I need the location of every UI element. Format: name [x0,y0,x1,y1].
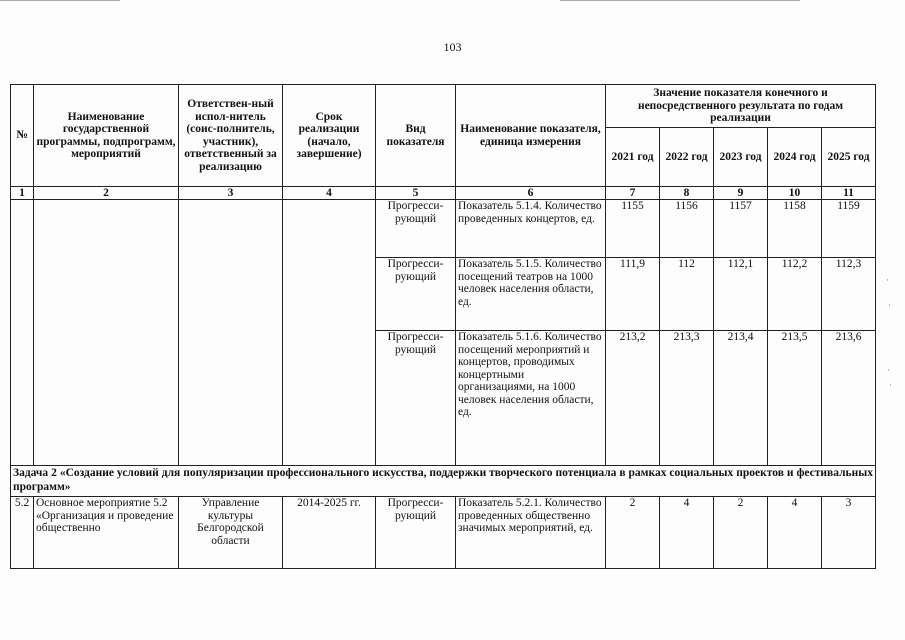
column-number: 5 [376,187,456,200]
value-cell: 1158 [768,200,822,258]
value-cell: 213,2 [606,331,660,466]
column-number: 7 [606,187,660,200]
indicators-table [10,84,876,569]
header-year: 2023 год [714,128,768,187]
empty-cell [11,200,34,466]
value-cell: 213,5 [768,331,822,466]
value-cell: 1156 [660,200,714,258]
header-year: 2021 год [606,128,660,187]
header-no: № [11,85,34,187]
column-number: 11 [822,187,876,200]
table-row [11,497,876,569]
indicator-name: Показатель 5.2.1. Количество проведенных общественно значимых мероприятий, ед. [456,497,606,569]
header-year: 2024 год [768,128,822,187]
page-number: 103 [443,40,462,54]
header-values: Значение показателя конечного и непосредственного результата по годам реализации [606,85,876,128]
value-cell: 213,3 [660,331,714,466]
task-title: Задача 2 «Создание условий для популяризации профессионального искусства, поддержки творческого потенциала в рамках социальных проектов и фестивальных программ» [11,466,876,497]
value-cell: 112,3 [822,258,876,331]
event-term: 2014-2025 гг. [283,497,376,569]
header-program: Наименование государственной программы, подпрограмм, мероприятий [34,85,179,187]
value-cell: 213,4 [714,331,768,466]
event-program: Основное мероприятие 5.2 «Организация и проведение общественно [34,497,179,569]
empty-cell [34,200,179,466]
indicator-type: Прогресси-рующий [376,258,456,331]
indicator-type: Прогресси-рующий [376,497,456,569]
column-number: 10 [768,187,822,200]
header-term: Срок реализации (начало, завершение) [283,85,376,187]
indicator-name: Показатель 5.1.5. Количество посещений театров на 1000 человек населения области, ед. [456,258,606,331]
scan-edge-top-right [560,0,800,1]
value-cell: 112,2 [768,258,822,331]
empty-cell [283,200,376,466]
scan-speck: · [887,365,890,375]
indicator-name: Показатель 5.1.4. Количество проведенных концертов, ед. [456,200,606,258]
header-type: Вид показателя [376,85,456,187]
header-indicator: Наименование показателя, единица измерения [456,85,606,187]
event-number: 5.2 [11,497,34,569]
header-responsible: Ответствен-ный испол-нитель (соис-полнитель, участник), ответственный за реализацию [179,85,283,187]
indicator-name: Показатель 5.1.6. Количество посещений мероприятий и концертов, проводимых концертными организациями, на 1000 человек населения области, ед. [456,331,606,466]
table-row [11,200,876,258]
value-cell: 2 [714,497,768,569]
column-number: 2 [34,187,179,200]
header-row [11,85,876,128]
column-numbers-row [11,187,876,200]
header-year: 2025 год [822,128,876,187]
task-row [11,466,876,497]
value-cell: 4 [660,497,714,569]
value-cell: 1155 [606,200,660,258]
column-number: 1 [11,187,34,200]
column-number: 9 [714,187,768,200]
value-cell: 111,9 [606,258,660,331]
scan-speck: · [886,275,889,285]
empty-cell [179,200,283,466]
value-cell: 2 [606,497,660,569]
value-cell: 3 [822,497,876,569]
column-number: 8 [660,187,714,200]
value-cell: 213,6 [822,331,876,466]
event-responsible: Управление культуры Белгородской области [179,497,283,569]
scan-edge-top-left [0,0,120,1]
indicator-type: Прогресси-рующий [376,331,456,466]
value-cell: 112 [660,258,714,331]
column-number: 6 [456,187,606,200]
value-cell: 1159 [822,200,876,258]
column-number: 4 [283,187,376,200]
header-year: 2022 год [660,128,714,187]
value-cell: 112,1 [714,258,768,331]
column-number: 3 [179,187,283,200]
scan-speck: · [888,300,891,310]
value-cell: 1157 [714,200,768,258]
indicator-type: Прогресси-рующий [376,200,456,258]
scan-speck: · [889,380,892,390]
value-cell: 4 [768,497,822,569]
